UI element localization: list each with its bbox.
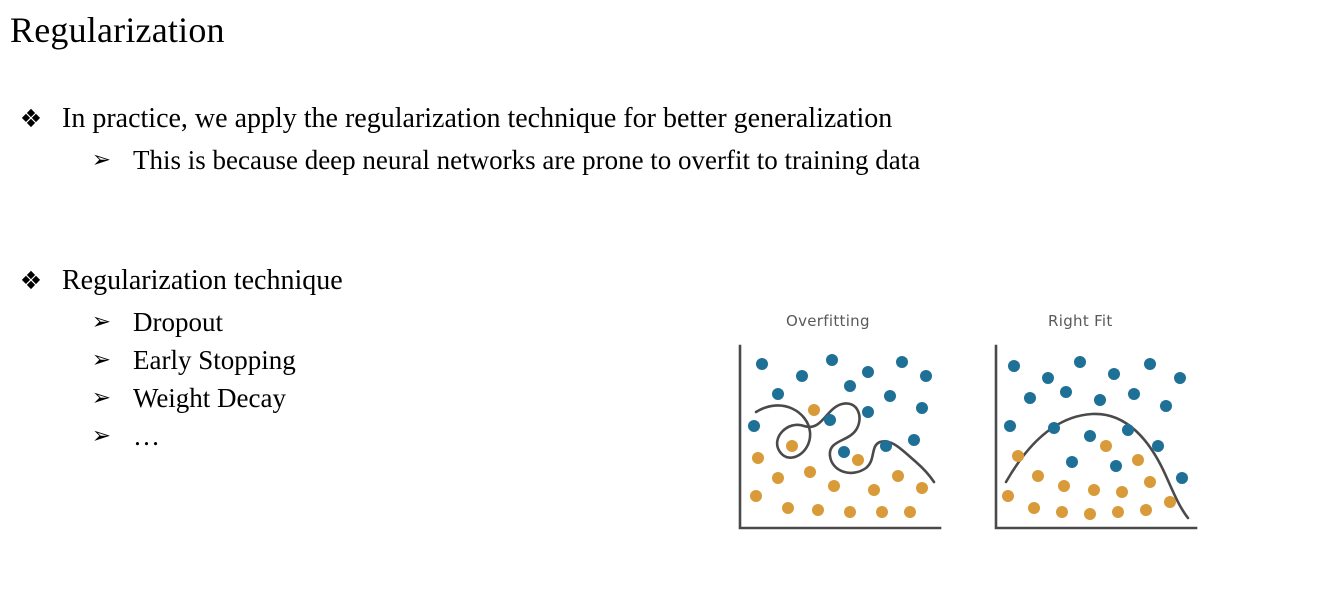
overfitting-vs-rightfit-figure <box>718 300 1218 548</box>
list-item-label: Regularization technique <box>62 265 343 296</box>
list-item-label: Dropout <box>133 307 223 337</box>
list-item <box>0 142 1322 179</box>
figure-caption-overfitting: Overfitting <box>786 312 870 330</box>
list-item <box>0 262 1322 300</box>
diamond-bullet-icon: ❖ <box>19 266 43 295</box>
arrow-bullet-icon: ➢ <box>91 309 111 335</box>
figure-caption-right-fit: Right Fit <box>1048 312 1113 330</box>
overfitting-panel <box>740 346 940 528</box>
list-item-label: Weight Decay <box>133 383 287 413</box>
page-title: Regularization <box>10 10 225 50</box>
list-item-label: Early Stopping <box>133 345 296 375</box>
spacer <box>0 180 1322 262</box>
figure-graphic <box>718 300 1218 548</box>
list-item <box>0 100 1322 138</box>
arrow-bullet-icon: ➢ <box>91 347 111 373</box>
right-fit-panel <box>996 346 1196 528</box>
diamond-bullet-icon: ❖ <box>19 104 43 133</box>
arrow-bullet-icon: ➢ <box>91 385 111 411</box>
list-item-label: … <box>133 421 160 451</box>
list-item-label: In practice, we apply the regularization technique for better generalization <box>62 103 893 134</box>
arrow-bullet-icon: ➢ <box>91 147 111 173</box>
list-item-label: This is because deep neural networks are prone to overfit to training data <box>133 145 921 175</box>
arrow-bullet-icon: ➢ <box>91 423 111 449</box>
